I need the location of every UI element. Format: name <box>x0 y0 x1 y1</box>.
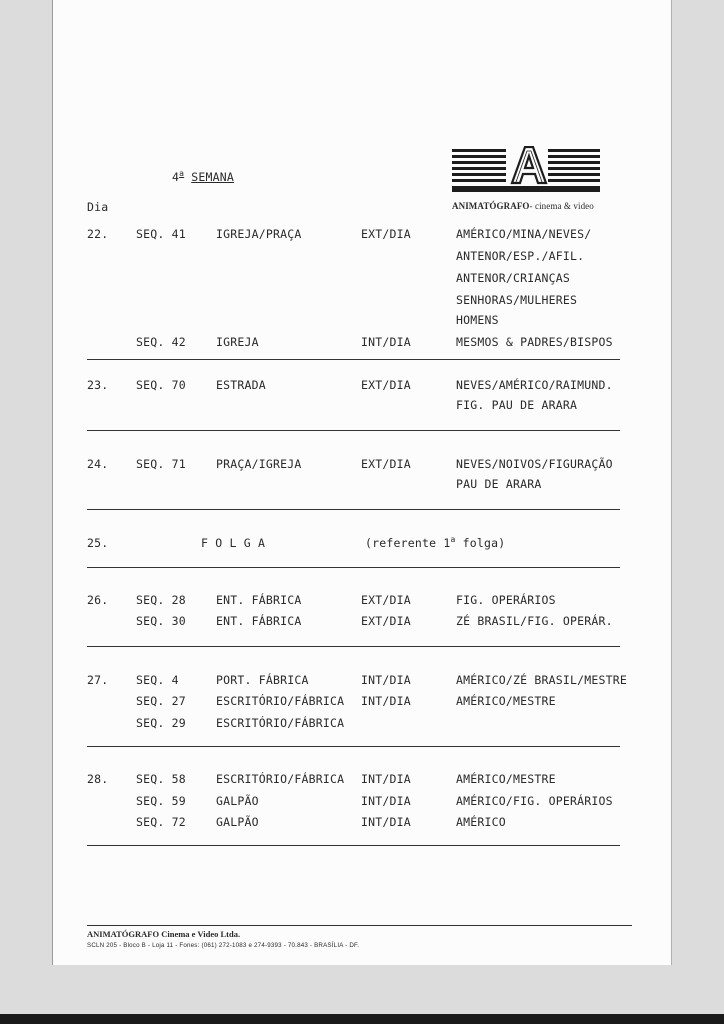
seq-cell: SEQ. 28 <box>136 593 186 607</box>
type-cell: EXT/DIA <box>361 593 411 607</box>
cast-cell: MESMOS & PADRES/BISPOS <box>456 335 613 349</box>
type-cell: INT/DIA <box>361 815 411 829</box>
cast-cell: ANTENOR/CRIANÇAS <box>456 271 570 285</box>
cast-cell: FIG. PAU DE ARARA <box>456 398 578 412</box>
seq-cell: SEQ. 70 <box>136 378 186 392</box>
day-number: 27. <box>87 673 109 687</box>
seq-cell: SEQ. 29 <box>136 716 186 730</box>
location-cell: PRAÇA/IGREJA <box>216 457 302 471</box>
week-heading <box>172 170 234 184</box>
location-cell: ESCRITÓRIO/FÁBRICA <box>216 772 345 786</box>
scan-edge <box>0 1014 724 1024</box>
type-cell: EXT/DIA <box>361 378 411 392</box>
cast-cell: FIG. OPERÁRIOS <box>456 593 556 607</box>
cast-cell: AMÉRICO/MESTRE <box>456 772 556 786</box>
week-label: SEMANA <box>191 170 235 184</box>
logo-company-name: ANIMATÓGRAFO <box>452 201 530 211</box>
cast-cell: AMÉRICO <box>456 815 506 829</box>
day-number: 25. <box>87 536 109 550</box>
row-divider <box>87 567 620 568</box>
seq-cell: SEQ. 4 <box>136 673 179 687</box>
cast-cell: AMÉRICO/FIG. OPERÁRIOS <box>456 794 613 808</box>
day-number: 24. <box>87 457 109 471</box>
seq-cell: SEQ. 42 <box>136 335 186 349</box>
type-cell: EXT/DIA <box>361 457 411 471</box>
week-number-superscript: a <box>179 169 185 179</box>
cast-cell: NEVES/NOIVOS/FIGURAÇÃO <box>456 457 613 471</box>
cast-cell: AMÉRICO/MINA/NEVES/ <box>456 227 592 241</box>
seq-cell: SEQ. 72 <box>136 815 186 829</box>
location-cell: ENT. FÁBRICA <box>216 614 302 628</box>
seq-cell: SEQ. 30 <box>136 614 186 628</box>
type-cell: EXT/DIA <box>361 614 411 628</box>
row-divider <box>87 509 620 510</box>
folga-note-text: (referente 1 <box>365 536 451 550</box>
footer-company-name: ANIMATÓGRAFO Cinema e Video Ltda. <box>87 929 241 939</box>
seq-cell: SEQ. 41 <box>136 227 186 241</box>
seq-cell: SEQ. 59 <box>136 794 186 808</box>
day-number: 22. <box>87 227 109 241</box>
type-cell: INT/DIA <box>361 794 411 808</box>
day-number: 23. <box>87 378 109 392</box>
footer-address: SCLN 205 - Bloco B - Loja 11 - Fones: (061) 272-1083 e 274-9393 - 70.843 - BRASÍLIA - DF. <box>87 942 360 949</box>
cast-cell: ANTENOR/ESP./AFIL. <box>456 249 585 263</box>
type-cell: INT/DIA <box>361 673 411 687</box>
location-cell: ENT. FÁBRICA <box>216 593 302 607</box>
seq-cell: SEQ. 27 <box>136 694 186 708</box>
row-divider <box>87 746 620 747</box>
folga-note-text-end: folga) <box>455 536 506 550</box>
folga-note <box>365 536 505 550</box>
cast-cell: PAU DE ARARA <box>456 477 542 491</box>
animatografo-logo <box>452 146 600 194</box>
cast-cell: NEVES/AMÉRICO/RAIMUND. <box>456 378 613 392</box>
folga-note-superscript: a <box>450 535 456 545</box>
type-cell: INT/DIA <box>361 772 411 786</box>
type-cell: EXT/DIA <box>361 227 411 241</box>
seq-cell: SEQ. 71 <box>136 457 186 471</box>
location-cell: IGREJA <box>216 335 259 349</box>
type-cell: INT/DIA <box>361 335 411 349</box>
location-cell: ESCRITÓRIO/FÁBRICA <box>216 716 345 730</box>
cast-cell: SENHORAS/MULHERES <box>456 293 578 307</box>
folga-label: F O L G A <box>201 536 266 550</box>
day-number: 28. <box>87 772 109 786</box>
location-cell: ESTRADA <box>216 378 266 392</box>
row-divider <box>87 359 620 360</box>
location-cell: GALPÃO <box>216 815 259 829</box>
type-cell: INT/DIA <box>361 694 411 708</box>
location-cell: ESCRITÓRIO/FÁBRICA <box>216 694 345 708</box>
day-number: 26. <box>87 593 109 607</box>
location-cell: GALPÃO <box>216 794 259 808</box>
location-cell: PORT. FÁBRICA <box>216 673 309 687</box>
row-divider <box>87 646 620 647</box>
cast-cell: ZÉ BRASIL/FIG. OPERÁR. <box>456 614 613 628</box>
dia-column-header: Dia <box>87 200 109 214</box>
row-divider <box>87 845 620 846</box>
cast-cell: AMÉRICO/ZÉ BRASIL/MESTRE <box>456 673 627 687</box>
week-number: 4 <box>172 170 180 184</box>
logo-caption <box>452 201 594 211</box>
seq-cell: SEQ. 58 <box>136 772 186 786</box>
footer-divider <box>87 925 632 926</box>
row-divider <box>87 430 620 431</box>
cast-cell: HOMENS <box>456 313 499 327</box>
logo-tagline: - cinema & video <box>529 201 594 211</box>
location-cell: IGREJA/PRAÇA <box>216 227 302 241</box>
cast-cell: AMÉRICO/MESTRE <box>456 694 556 708</box>
